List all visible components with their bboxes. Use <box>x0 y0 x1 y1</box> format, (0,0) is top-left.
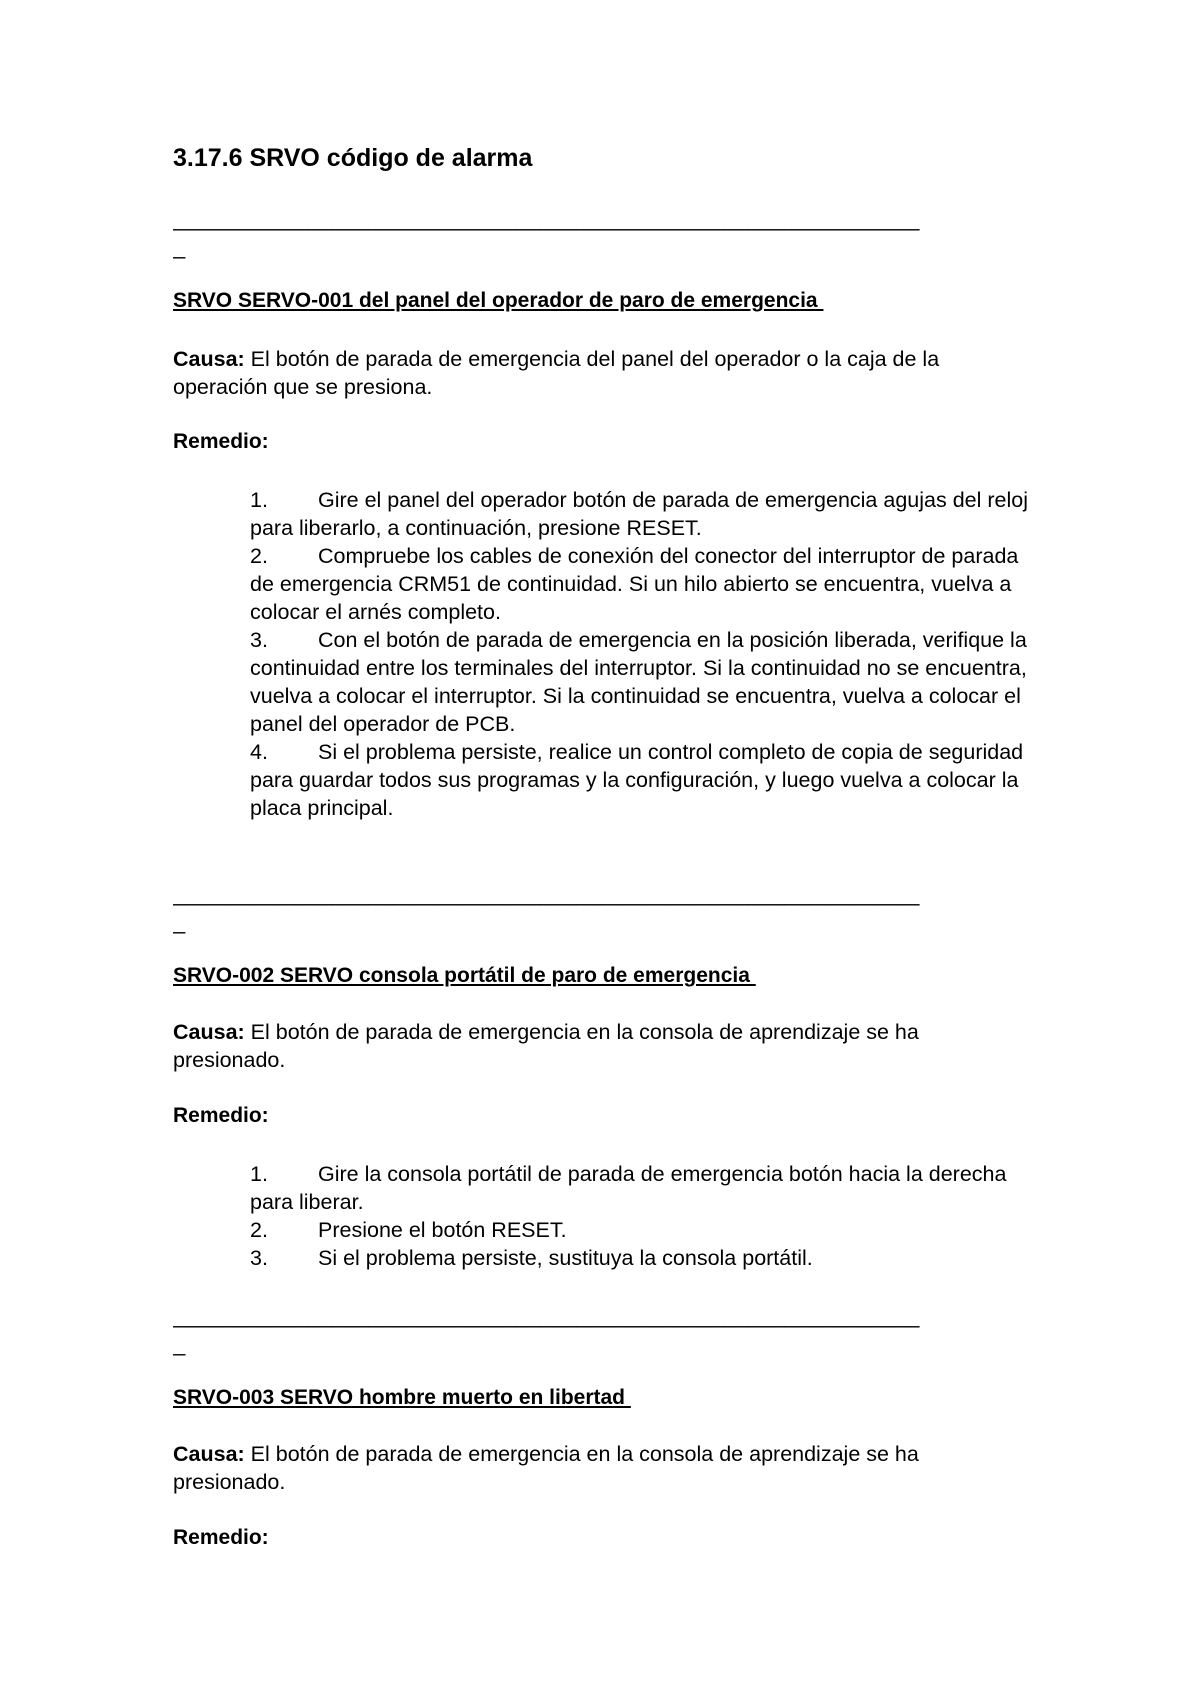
cause-label: Causa: <box>173 1020 245 1044</box>
section-heading-srvo-003: SRVO-003 SERVO hombre muerto en libertad <box>173 1386 631 1409</box>
step-number: 1. <box>250 488 268 512</box>
separator-line: _____________________________________________________________ <box>173 881 920 906</box>
separator-tail: _ <box>173 234 186 259</box>
step-number: 1. <box>250 1162 268 1186</box>
step-text: Gire el panel del operador botón de parada de emergencia agujas del reloj para liberarlo, a continuación, presione RESET. <box>250 488 1028 540</box>
separator-tail: _ <box>173 1331 186 1356</box>
step-number: 3. <box>250 1246 268 1270</box>
step-number: 3. <box>250 628 268 652</box>
step-text: Gire la consola portátil de parada de emergencia botón hacia la derecha para liberar. <box>250 1162 1007 1214</box>
remedy-label: Remedio: <box>173 1104 269 1127</box>
step-text: Compruebe los cables de conexión del conector del interruptor de parada de emergencia CRM51 de continuidad. Si un hilo abierto se encuentra, vuelva a colocar el arnés completo. <box>250 544 1019 624</box>
cause-text: El botón de parada de emergencia en la consola de aprendizaje se ha presionado. <box>173 1442 919 1494</box>
step-text: Presione el botón RESET. <box>318 1218 567 1242</box>
remedy-label: Remedio: <box>173 1526 269 1549</box>
remedy-step <box>250 626 1040 738</box>
section-heading-srvo-001: SRVO SERVO-001 del panel del operador de paro de emergencia <box>173 289 824 312</box>
remedy-label: Remedio: <box>173 430 269 453</box>
step-text: Con el botón de parada de emergencia en la posición liberada, verifique la continuidad entre los terminales del interruptor. Si la continuidad no se encuentra, vuelva a colocar el interruptor. Si la continuidad se encuentra, vuelva a colocar el panel del operador de PCB. <box>250 628 1027 736</box>
section-separator <box>173 1302 1028 1358</box>
section-heading-srvo-002: SRVO-002 SERVO consola portátil de paro de emergencia <box>173 964 756 987</box>
remedy-step <box>250 1216 1040 1244</box>
page-title: 3.17.6 SRVO código de alarma <box>173 144 533 172</box>
cause-paragraph <box>173 1018 1033 1074</box>
separator-line: _____________________________________________________________ <box>173 206 920 231</box>
remedy-step <box>250 542 1040 626</box>
separator-line: _____________________________________________________________ <box>173 1303 920 1328</box>
separator-tail: _ <box>173 909 186 934</box>
remedy-steps <box>250 486 1040 822</box>
step-number: 2. <box>250 1218 268 1242</box>
cause-label: Causa: <box>173 1442 245 1466</box>
remedy-step <box>250 486 1040 542</box>
remedy-step <box>250 1244 1040 1272</box>
cause-label: Causa: <box>173 347 245 371</box>
cause-paragraph <box>173 1440 1033 1496</box>
remedy-steps <box>250 1160 1040 1272</box>
step-number: 4. <box>250 740 268 764</box>
cause-text: El botón de parada de emergencia en la consola de aprendizaje se ha presionado. <box>173 1020 919 1072</box>
remedy-step <box>250 1160 1040 1216</box>
step-text: Si el problema persiste, sustituya la consola portátil. <box>318 1246 813 1270</box>
section-separator <box>173 205 1028 261</box>
section-separator <box>173 880 1028 936</box>
step-number: 2. <box>250 544 268 568</box>
cause-text: El botón de parada de emergencia del panel del operador o la caja de la operación que se presiona. <box>173 347 940 399</box>
cause-paragraph <box>173 345 1033 401</box>
step-text: Si el problema persiste, realice un control completo de copia de seguridad para guardar todos sus programas y la configuración, y luego vuelva a colocar la placa principal. <box>250 740 1024 820</box>
remedy-step <box>250 738 1040 822</box>
